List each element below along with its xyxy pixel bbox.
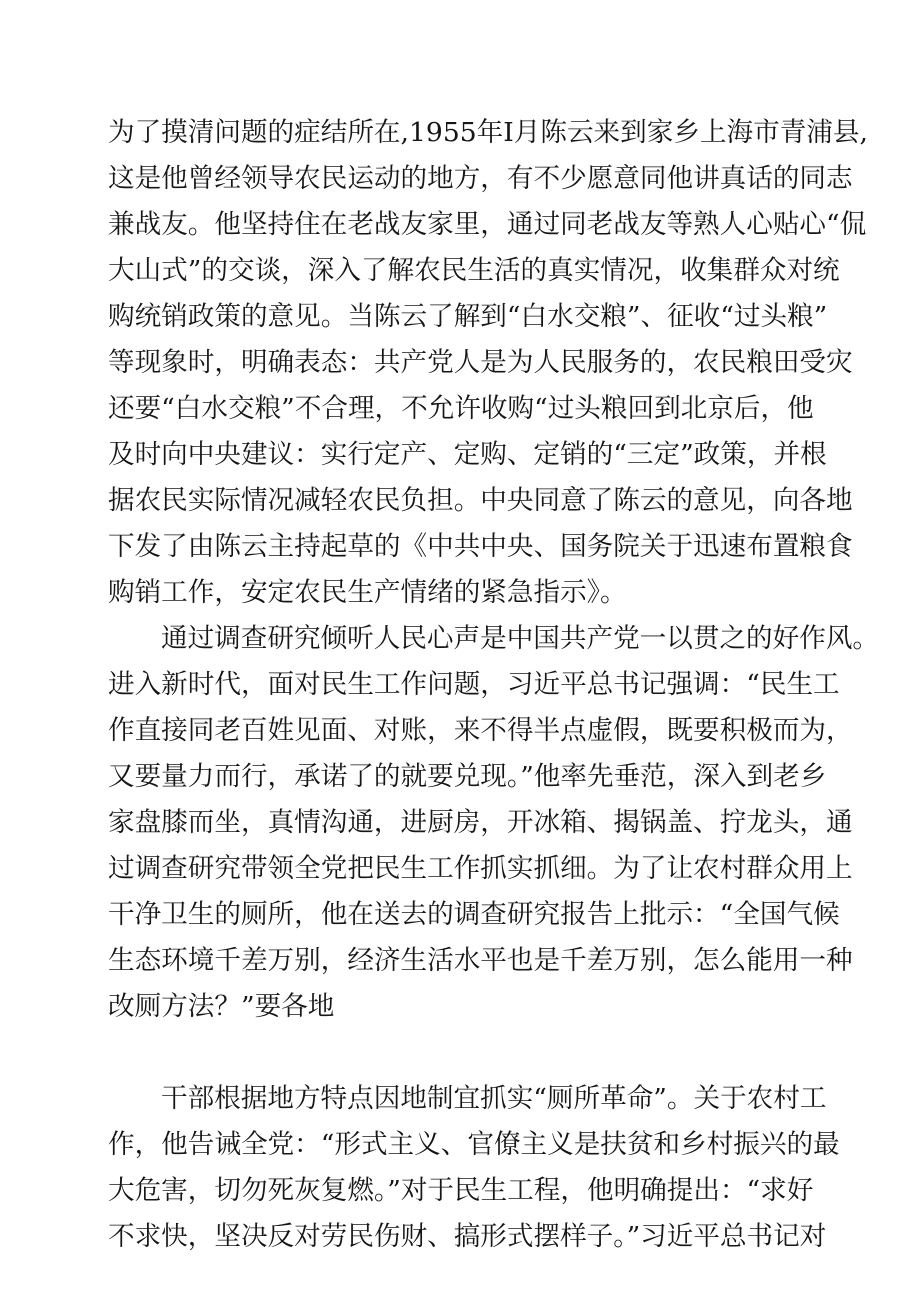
text-line: 下发了由陈云主持起草的《中共中央、国务院关于迅速布置粮食: [108, 531, 853, 562]
text-line: 干部根据地方特点因地制宜抓实“厕所革命”。关于农村工: [161, 1083, 827, 1114]
text-line: 大山式”的交谈，深入了解农民生活的真实情况，收集群众对统: [108, 255, 840, 286]
text-line: 购销工作，安定农民生产情绪的紧急指示》。: [108, 577, 627, 608]
text-line: 又要量力而行，承诺了的就要兑现。”他率先垂范，深入到老乡: [108, 761, 827, 792]
text-line: 还要“白水交粮”不合理，不允许收购“过头粮回到北京后，他: [108, 393, 814, 424]
text-line: 作直接同老百姓见面、对账，来不得半点虚假，既要积极而为，: [108, 715, 853, 746]
text-line: 兼战友。他坚持住在老战友家里，通过同老战友等熟人心贴心“侃: [108, 209, 867, 240]
text-line: 等现象时，明确表态：共产党人是为人民服务的，农民粮田受灾: [108, 347, 853, 378]
text-line: 进入新时代，面对民生工作问题，习近平总书记强调：“民生工: [108, 669, 840, 700]
text-line: 生态环境千差万别，经济生活水平也是千差万别，怎么能用一种: [108, 945, 853, 976]
text-line: 购统销政策的意见。当陈云了解到“白水交粮”、征收“过头粮”: [108, 301, 828, 332]
text-line: 这是他曾经领导农民运动的地方，有不少愿意同他讲真话的同志: [108, 163, 853, 194]
text-line: 为了摸清问题的症结所在,1955年I月陈云来到家乡上海市青浦县,: [108, 117, 868, 148]
text-line: 大危害，切勿死灰复燃。”对于民生工程，他明确提出：“求好: [108, 1175, 814, 1206]
text-line: 不求快，坚决反对劳民伤财、搞形式摆样子。”习近平总书记对: [108, 1221, 827, 1252]
text-line: 改厕方法？”要各地: [108, 991, 335, 1022]
text-line: 过调查研究带领全党把民生工作抓实抓细。为了让农村群众用上: [108, 853, 853, 884]
text-line: 据农民实际情况减轻农民负担。中央同意了陈云的意见，向各地: [108, 485, 853, 516]
text-line: 及时向中央建议：实行定产、定购、定销的“三定”政策，并根: [108, 439, 827, 470]
text-line: 作，他告诫全党：“形式主义、官僚主义是扶贫和乡村振兴的最: [108, 1129, 840, 1160]
text-line: 家盘膝而坐，真情沟通，进厨房，开冰箱、揭锅盖、拧龙头，通: [108, 807, 853, 838]
text-line: 通过调查研究倾听人民心声是中国共产党一以贯之的好作风。: [161, 623, 880, 654]
text-line: 干净卫生的厕所，他在送去的调查研究报告上批示：“全国气候: [108, 899, 840, 930]
